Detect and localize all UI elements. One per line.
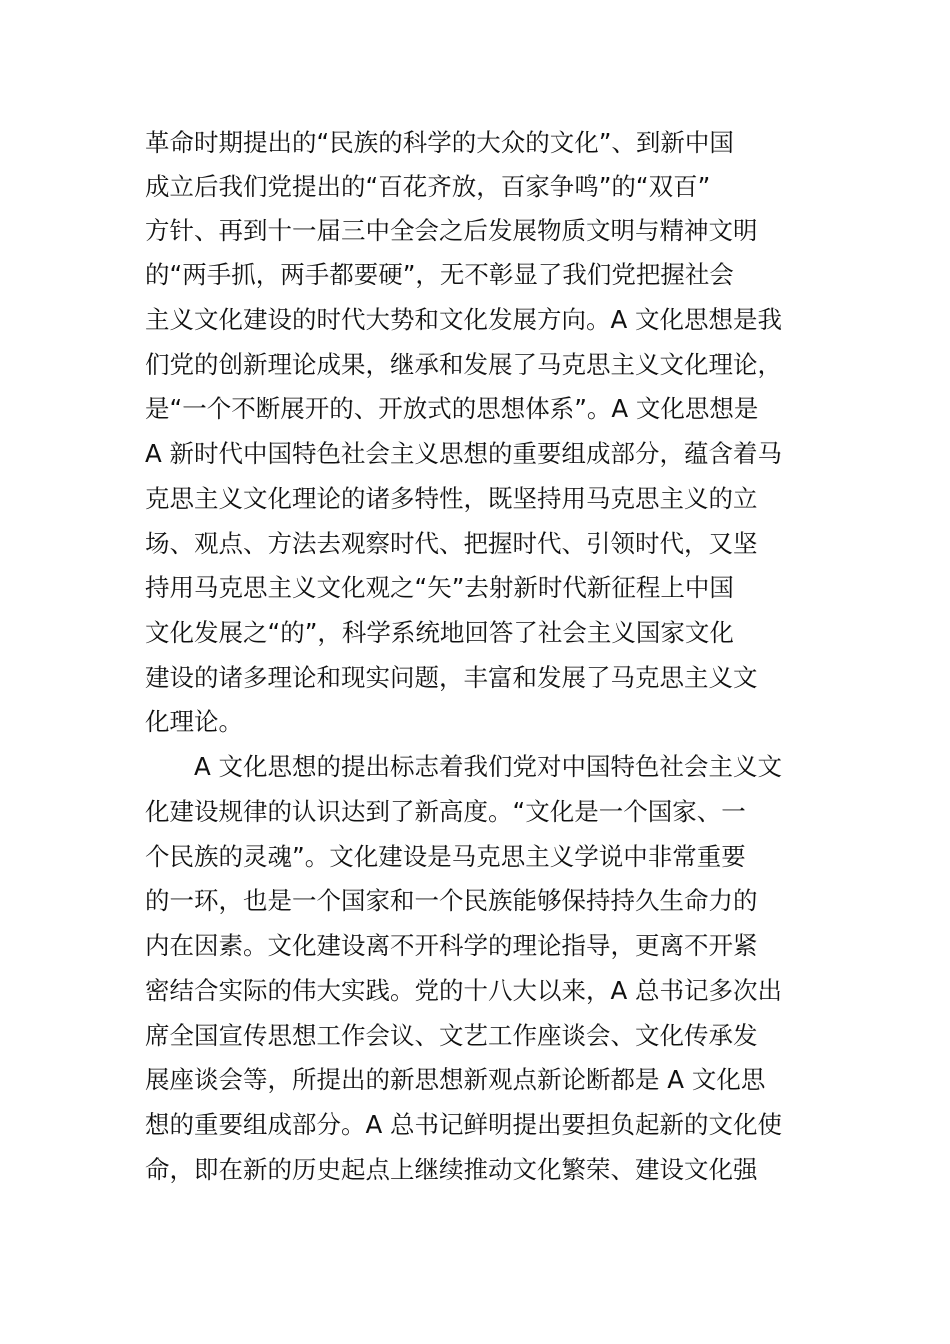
- text-line: 的一环，也是一个国家和一个民族能够保持持久生命力的: [145, 886, 758, 915]
- text-line: 们党的创新理论成果，继承和发展了马克思主义文化理论，: [145, 350, 782, 379]
- text-line: 革命时期提出的“民族的科学的大众的文化”、到新中国: [145, 128, 734, 157]
- text-line: 主义文化建设的时代大势和文化发展方向。A 文化思想是我: [145, 305, 783, 334]
- text-line: 文化发展之“的”，科学系统地回答了社会主义国家文化: [145, 618, 734, 647]
- text-line: 的“两手抓，两手都要硬”，无不彰显了我们党把握社会: [145, 260, 734, 289]
- paragraph-first-line: A 文化思想的提出标志着我们党对中国特色社会主义文: [194, 752, 783, 781]
- text-line: 内在因素。文化建设离不开科学的理论指导，更离不开紧: [145, 931, 758, 960]
- text-line: 克思主义文化理论的诸多特性，既坚持用马克思主义的立: [145, 484, 758, 513]
- text-line: 化理论。: [145, 707, 243, 736]
- text-line: A 新时代中国特色社会主义思想的重要组成部分，蕴含着马: [145, 439, 783, 468]
- text-line: 命，即在新的历史起点上继续推动文化繁荣、建设文化强: [145, 1155, 758, 1184]
- text-line: 持用马克思主义文化观之“矢”去射新时代新征程上中国: [145, 573, 734, 602]
- text-line: 展座谈会等，所提出的新思想新观点新论断都是 A 文化思: [145, 1065, 766, 1094]
- text-line: 是“一个不断展开的、开放式的思想体系”。A 文化思想是: [145, 394, 759, 423]
- text-line: 场、观点、方法去观察时代、把握时代、引领时代，又坚: [145, 529, 758, 558]
- text-line: 个民族的灵魂”。文化建设是马克思主义学说中非常重要: [145, 842, 746, 871]
- text-line: 密结合实际的伟大实践。党的十八大以来，A 总书记多次出: [145, 976, 783, 1005]
- text-line: 席全国宣传思想工作会议、文艺工作座谈会、文化传承发: [145, 1021, 758, 1050]
- text-line: 方针、再到十一届三中全会之后发展物质文明与精神文明: [145, 216, 758, 245]
- text-line: 化建设规律的认识达到了新高度。“文化是一个国家、一: [145, 797, 746, 826]
- text-line: 建设的诸多理论和现实问题，丰富和发展了马克思主义文: [145, 663, 758, 692]
- text-line: 想的重要组成部分。A 总书记鲜明提出要担负起新的文化使: [145, 1110, 783, 1139]
- text-line: 成立后我们党提出的“百花齐放，百家争鸣”的“双百”: [145, 172, 711, 201]
